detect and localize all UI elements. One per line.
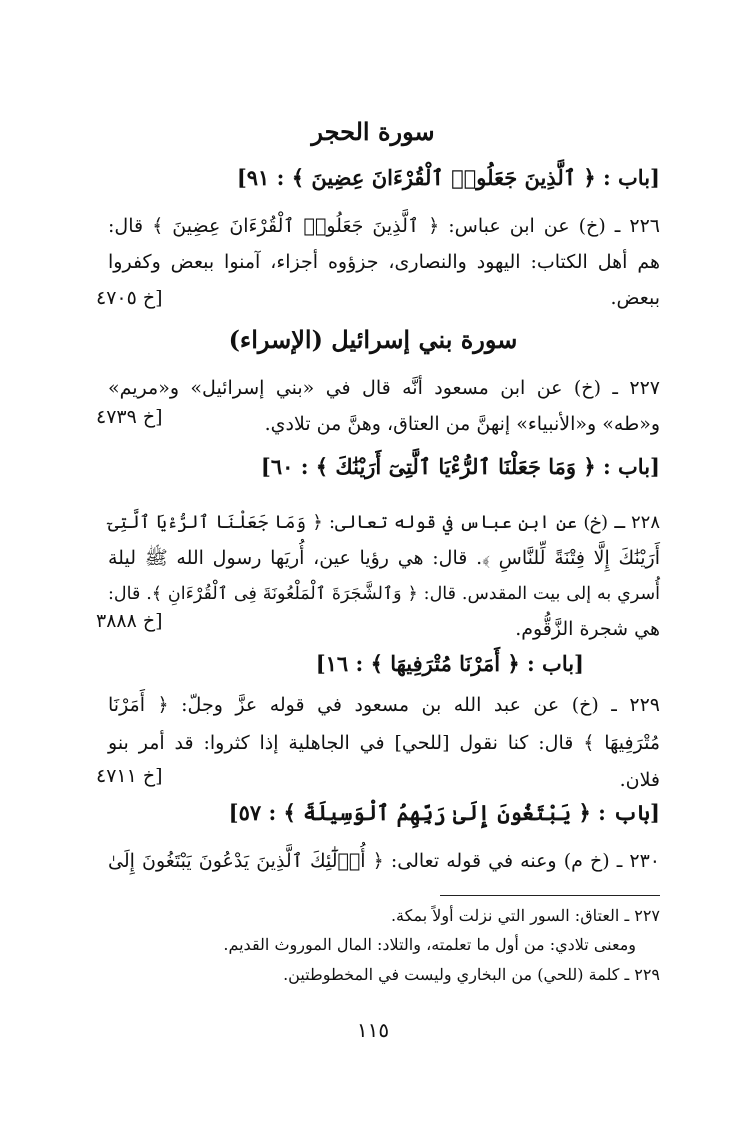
footnote-separator — [440, 895, 660, 896]
hadith-230-line-1: ٢٣٠ ـ (خ م) وعنه في قوله تعالى: ﴿ أُو۟لَٰٓئِكَ ٱلَّذِينَ يَدْعُونَ يَبْتَغُونَ إِلَىٰ — [108, 850, 660, 872]
footnote-229: ٢٢٩ ـ كلمة (للحي) من البخاري وليست في المخطوطتين. — [283, 965, 660, 984]
footnote-227: ٢٢٧ ـ العتاق: السور التي نزلت أولاً بمكة. — [390, 906, 660, 925]
hadith-227-line-1: ٢٢٧ ـ (خ) عن ابن مسعود أنَّه قال في «بني إسرائيل» و«مريم» — [108, 377, 660, 399]
hadith-228-line-3: أُسري به إلى بيت المقدس. قال: ﴿ وَٱلشَّجَرَةَ ٱلْمَلْعُونَةَ فِى ٱلْقُرْءَانِ ﴾. قال: — [108, 584, 660, 604]
hadith-227-line-2: و«طه» و«الأنبياء» إنهنَّ من العتاق، وهنَّ من تلادي. — [264, 413, 660, 435]
page-number: ١١٥ — [356, 1018, 390, 1042]
hadith-228-reference: [خ ٣٨٨٨ — [96, 610, 163, 632]
hadith-229-line-3: فلان. — [619, 769, 660, 791]
hadith-227-reference: [خ ٤٧٣٩ — [96, 406, 163, 428]
bab-heading-60: [باب : ﴿ وَمَا جَعَلْنَا ٱلرُّءْيَا ٱلَّتِىٓ أَرَيْنَٰكَ ﴾ : ٦٠] — [260, 454, 660, 479]
surah-isra-title: سورة بني إسرائيل (الإسراء) — [228, 325, 518, 354]
hadith-226-reference: [خ ٤٧٠٥ — [96, 287, 163, 309]
bab-heading-57: [باب : ﴿ يَبْتَغُونَ إِلَىٰ رَبِّهِمُ ٱلْوَسِيلَةَ ﴾ : ٥٧] — [228, 800, 660, 825]
hadith-229-line-2: مُتْرَفِيهَا ﴾ قال: كنا نقول [للحي] في الجاهلية إذا كثروا: قد أمر بنو — [108, 732, 660, 754]
hadith-229-line-1: ٢٢٩ ـ (خ) عن عبد الله بن مسعود في قوله عزَّ وجلّ: ﴿ أَمَرْنَا — [108, 694, 660, 716]
hadith-229-reference: [خ ٤٧١١ — [96, 765, 163, 787]
hadith-226-line-1: ٢٢٦ ـ (خ) عن ابن عباس: ﴿ ٱلَّذِينَ جَعَلُوا۟ ٱلْقُرْءَانَ عِضِينَ ﴾ قال: — [108, 215, 660, 237]
hadith-228-line-2: أَرَيْنَٰكَ إِلَّا فِتْنَةً لِّلنَّاسِ ﴾. قال: هي رؤيا عين، أُريَها رسول الله ﷺ ليلة — [108, 547, 660, 569]
hadith-226-line-2: هم أهل الكتاب: اليهود والنصارى، جزؤوه أجزاء، آمنوا ببعض وكفروا — [108, 251, 660, 273]
bab-heading-91: [باب : ﴿ ٱلَّذِينَ جَعَلُوا۟ ٱلْقُرْءَانَ عِضِينَ ﴾ : ٩١] — [236, 165, 660, 190]
footnote-227-continued: ومعنى تلادي: من أول ما تعلمته، والتلاد: المال الموروث القديم. — [223, 935, 636, 954]
hadith-228-line-4: هي شجرة الزَّقُّوم. — [515, 618, 660, 640]
surah-hijr-title: سورة الحجر — [311, 117, 435, 146]
bab-heading-16: [باب : ﴿ أَمَرْنَا مُتْرَفِيهَا ﴾ : ١٦] — [315, 651, 584, 676]
hadith-228-line-1: ٢٢٨ ـ (خ) عن ابن عباس في قوله تعالى: ﴿ وَمَا جَعَلْنَا ٱلرُّءْيَا ٱلَّتِىٓ — [108, 512, 660, 533]
hadith-226-line-3: ببعض. — [610, 287, 660, 309]
